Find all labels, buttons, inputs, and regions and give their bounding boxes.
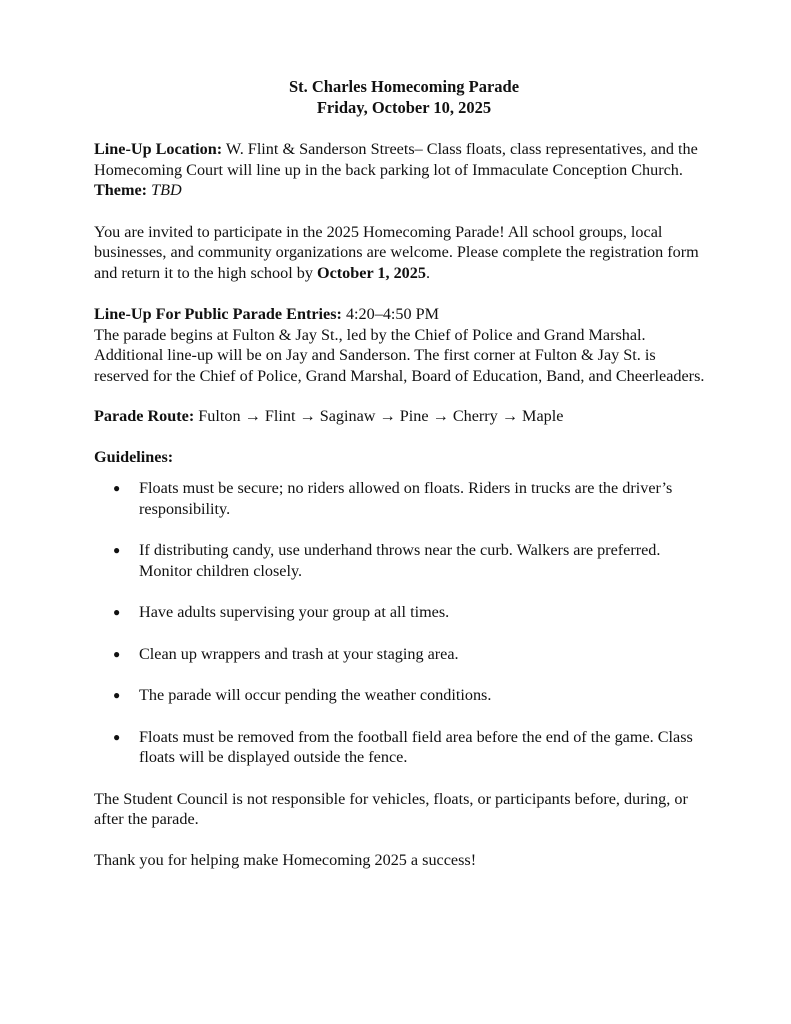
invite-text: You are invited to participate in the 2025 Homecoming Parade! All school groups, local businesses, and community organizations are welcome. Please complete the registration form and return it to the high school by [94, 222, 699, 282]
lineup-location-text: W. Flint & Sanderson Streets– Class floats, class representatives, and the Homecoming Court will line up in the back parking lot of Immaculate Conception Church. [94, 140, 698, 179]
theme-paragraph [94, 180, 714, 201]
bullet-icon: ● [113, 543, 121, 557]
guidelines-label: Guidelines: [94, 447, 174, 466]
invite-paragraph [94, 222, 714, 284]
guideline-text: Clean up wrappers and trash at your staging area. [139, 644, 459, 663]
list-item [94, 644, 714, 665]
theme-label: Theme: [94, 181, 148, 199]
public-entries-text: The parade begins at Fulton & Jay St., led by the Chief of Police and Grand Marshal. Additional line-up will be on Jay and Sanderson. The first corner at Fulton & Jay St. is reserved for the Chief of Police, Grand Marshal, Board of Education, Band, and Cheerleaders. [94, 325, 705, 385]
invite-end: . [425, 263, 430, 282]
guideline-text: If distributing candy, use underhand throws near the curb. Walkers are preferred. Monitor children closely. [139, 541, 661, 580]
parade-route-text: Fulton → Flint → Saginaw → Pine → Cherry → Maple [194, 407, 564, 425]
public-entries-label: Line-Up For Public Parade Entries: [94, 305, 342, 323]
thank-you-note: Thank you for helping make Homecoming 2025 a success! [94, 850, 477, 869]
page-title [94, 77, 714, 118]
bullet-icon: ● [113, 646, 121, 661]
list-item [94, 540, 714, 581]
parade-route-label: Parade Route: [94, 407, 195, 425]
list-item [94, 478, 714, 519]
public-entries-heading [94, 304, 714, 325]
title-line-1: St. Charles Homecoming Parade [288, 77, 520, 96]
guideline-text: Have adults supervising your group at all times. [139, 603, 450, 621]
guideline-text: The parade will occur pending the weather conditions. [139, 686, 492, 704]
title-line-2: Friday, October 10, 2025 [316, 97, 492, 117]
theme-value: TBD [151, 181, 182, 199]
bullet-icon: ● [113, 481, 121, 495]
lineup-location-label: Line-Up Location: [94, 140, 223, 158]
list-item [94, 685, 714, 706]
bullet-icon: ● [113, 605, 121, 619]
list-item [94, 602, 714, 623]
invite-deadline: October 1, 2025 [317, 263, 426, 282]
list-item [94, 727, 714, 768]
bullet-icon: ● [113, 688, 121, 702]
parade-route-paragraph [94, 406, 714, 427]
guideline-text: Floats must be removed from the football field area before the end of the game. Class floats will be displayed outside the fence. [139, 727, 693, 766]
document-page [94, 77, 714, 870]
council-disclaimer: The Student Council is not responsible for vehicles, floats, or participants before, during, or after the parade. [94, 789, 688, 828]
guidelines-heading [94, 447, 714, 468]
guidelines-list [94, 478, 714, 768]
lineup-location-paragraph [94, 139, 714, 180]
public-entries-time: 4:20–4:50 PM [341, 305, 440, 323]
bullet-icon: ● [113, 729, 121, 744]
guideline-text: Floats must be secure; no riders allowed on floats. Riders in trucks are the driver’s responsibility. [139, 479, 673, 518]
